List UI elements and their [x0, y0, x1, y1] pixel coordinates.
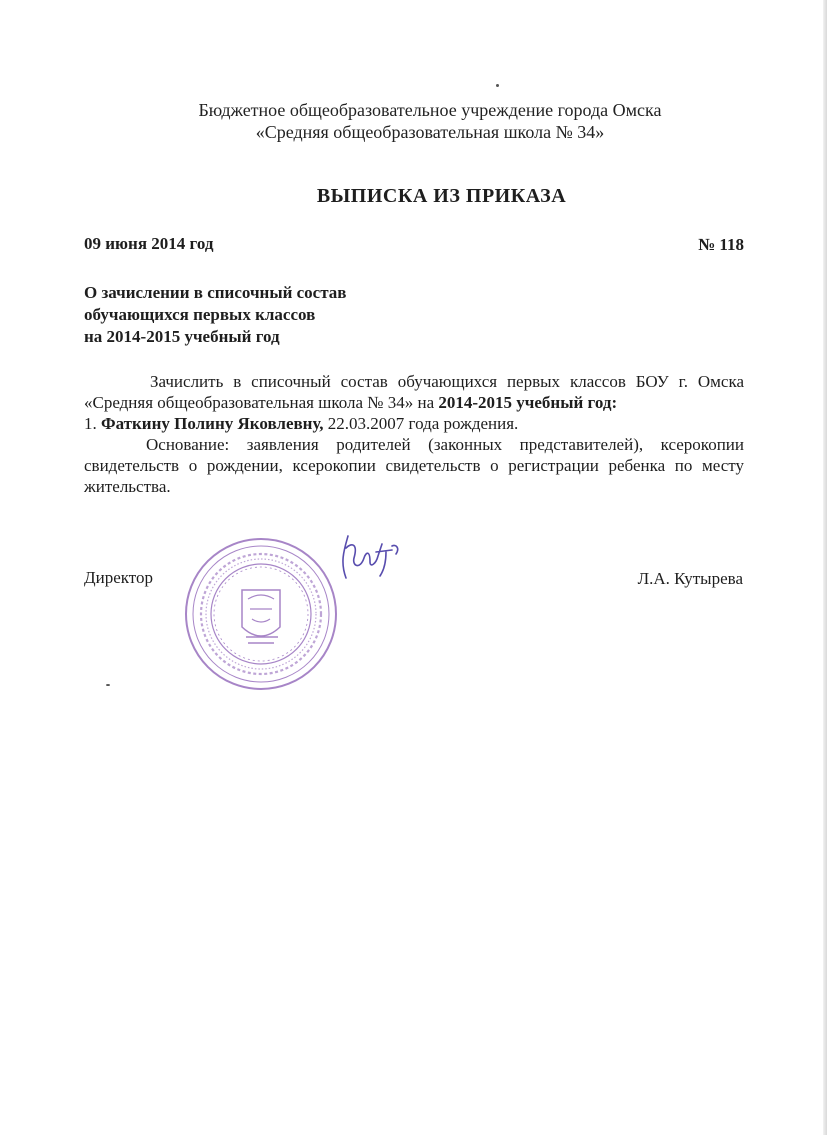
signer-position: Директор — [84, 568, 153, 587]
organization-header — [180, 99, 680, 143]
order-subject — [84, 282, 464, 348]
student-birth: 22.03.2007 года рождения. — [323, 414, 519, 433]
subject-line: на 2014-2015 учебный год — [84, 327, 280, 346]
scan-edge — [823, 0, 827, 1135]
subject-line: О зачислении в списочный состав — [84, 283, 347, 302]
scan-speck — [496, 84, 499, 87]
scan-speck — [106, 684, 110, 686]
basis-paragraph: Основание: заявления родителей (законных представителей), ксерокопии свидетельств о рождении, ксерокопии свидетельств о регистрации ребенка по месту жительства. — [84, 435, 744, 496]
academic-year: 2014-2015 учебный год: — [438, 393, 618, 412]
document-title: ВЫПИСКА ИЗ ПРИКАЗА — [316, 185, 567, 207]
signer-name: Л.А. Кутырева — [637, 569, 743, 588]
order-number: № 118 — [698, 235, 744, 254]
student-entry — [84, 413, 744, 434]
student-number: 1. — [84, 414, 101, 433]
handwritten-signature — [330, 528, 410, 588]
official-stamp — [182, 535, 340, 693]
student-name: Фаткину Полину Яковлевну, — [101, 414, 324, 433]
enroll-text: Зачислить в списочный состав обучающихся первых классов БОУ г. Омска «Средняя общеобразовательная школа № 34» на — [84, 372, 744, 412]
subject-line: обучающихся первых классов — [84, 305, 316, 324]
order-date: 09 июня 2014 год — [84, 234, 214, 253]
school-name: «Средняя общеобразовательная школа № 34» — [255, 122, 605, 142]
enroll-paragraph — [84, 371, 744, 413]
organization-name: Бюджетное общеобразовательное учреждение города Омска — [198, 100, 662, 120]
order-body — [84, 371, 744, 497]
